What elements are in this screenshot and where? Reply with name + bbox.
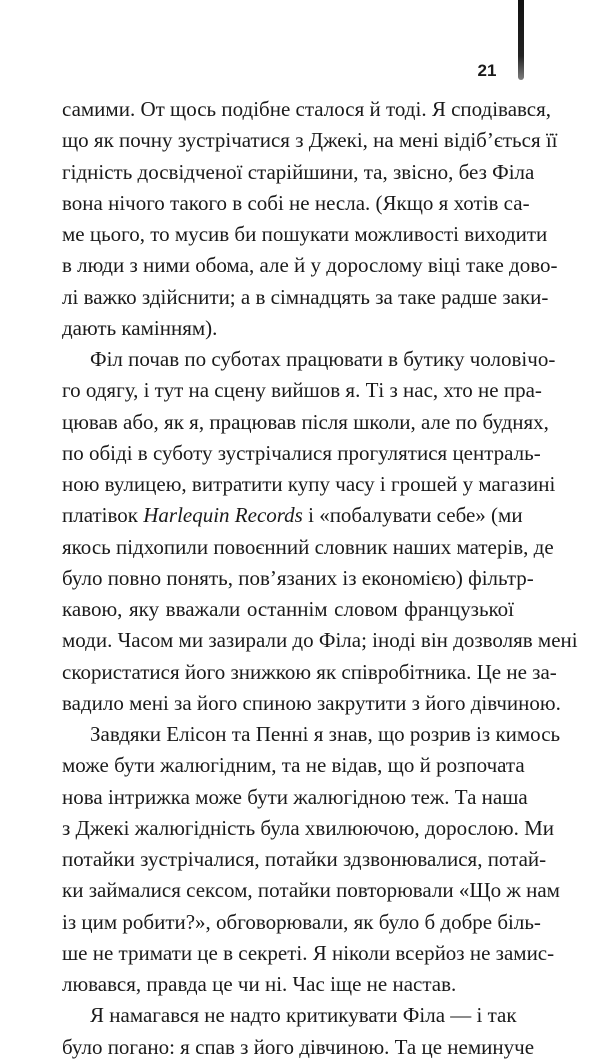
text-line: з Джекі жалюгідність була хвилюючою, дорослою. Ми xyxy=(62,815,555,840)
text-line: по обіді в суботу зустрічалися прогулятися централь- xyxy=(62,440,541,465)
text-line-segment: платівок xyxy=(62,503,138,528)
text-line xyxy=(62,500,523,531)
text-line-segment: і «побалувати себе» (ми xyxy=(308,503,523,528)
text-line: було повно понять, пов’язаних із економією) фільтр- xyxy=(62,565,534,590)
text-line: цював або, як я, працював після школи, але по буднях, xyxy=(62,409,549,434)
text-line: ною вулицею, витратити купу часу і грошей у магазині xyxy=(62,472,556,496)
text-line: із цим робити?», обговорювали, як було б добре біль- xyxy=(62,909,541,934)
text-line: моди. Часом ми зазирали до Філа; іноді він дозволяв мені xyxy=(62,628,578,653)
text-line: що як почну зустрічатися з Джекі, на мені відіб’ється її xyxy=(62,128,558,153)
text-line: Філ почав по суботах працювати в бутику чоловічо- xyxy=(90,347,556,371)
text-line: лювався, правда це чи ні. Час іще не настав. xyxy=(62,972,457,996)
page-edge-mark xyxy=(518,0,524,80)
text-line: дають камінням). xyxy=(62,315,218,340)
text-line: гідність досвідченої старійшини, та, звісно, без Філа xyxy=(62,159,535,184)
text-line: ки займалися сексом, потайки повторювали «Що ж нам xyxy=(62,878,560,903)
text-line: самими. От щось подібне сталося й тоді. Я сподівався, xyxy=(62,97,552,121)
text-line: скористатися його знижкою як співробітника. Це не за- xyxy=(62,659,557,684)
text-line: кавою, яку вважали останнім словом французької xyxy=(62,597,514,621)
text-line: ше не тримати це в секреті. Я ніколи всерйоз не замис- xyxy=(62,940,555,965)
text-line: потайки зустрічалися, потайки здзвонювалися, потай- xyxy=(62,847,547,871)
text-line: ме цього, то мусив би пошукати можливості виходити xyxy=(62,222,548,246)
text-line: вадило мені за його спиною закрутити з його дівчиною. xyxy=(62,690,561,715)
page-number: 21 xyxy=(477,61,497,80)
text-line: в люди з ними обома, але й у дорослому віці таке дово- xyxy=(62,253,558,278)
text-line: лі важко здійснити; а в сімнадцять за таке радше заки- xyxy=(62,284,549,309)
text-line: було погано: я спав з його дівчиною. Та це неминуче xyxy=(62,1034,535,1059)
italic-title: Harlequin Records xyxy=(143,503,303,528)
text-line: нова інтрижка може бути жалюгідною теж. Та наша xyxy=(62,784,528,809)
text-line: вона нічого такого в собі не несла. (Якщо я хотів са- xyxy=(62,190,530,215)
text-line: Завдяки Елісон та Пенні я знав, що розрив із кимось xyxy=(90,722,561,746)
text-line: може бути жалюгідним, та не відав, що й розпочата xyxy=(62,753,525,778)
text-line: якось підхопили повоєнний словник наших матерів, де xyxy=(62,534,554,559)
text-line: го одягу, і тут на сцену вийшов я. Ті з нас, хто не пра- xyxy=(62,378,542,403)
text-line: Я намагався не надто критикувати Філа — і так xyxy=(90,1003,517,1028)
body-text xyxy=(62,94,578,1063)
